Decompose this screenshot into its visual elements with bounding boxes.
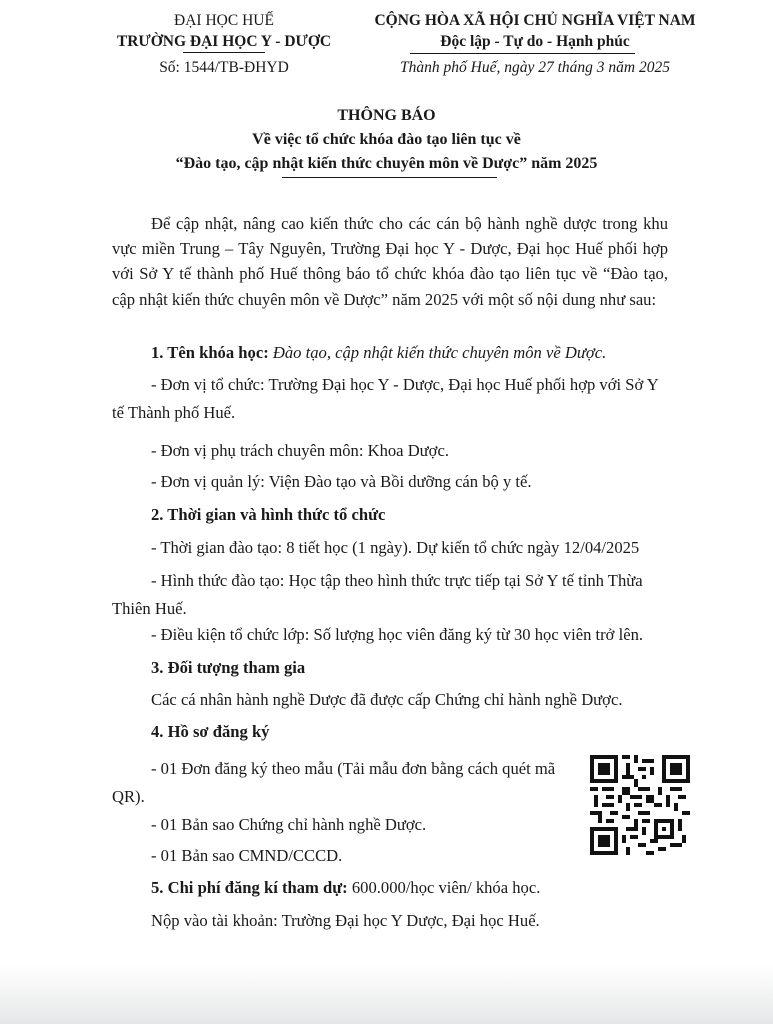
qr-code-icon[interactable] xyxy=(590,755,690,855)
section-3-heading: 3. Đối tượng tham gia xyxy=(151,658,306,677)
section-5-payment: Nộp vào tài khoản: Trường Đại học Y Dược, Đại học Huế. xyxy=(151,911,540,930)
section-1-item-manager: - Đơn vị quản lý: Viện Đào tạo và Bồi dưỡng cán bộ y tế. xyxy=(151,472,532,491)
motto-underline xyxy=(410,53,635,54)
place-date: Thành phố Huế, ngày 27 tháng 3 năm 2025 xyxy=(400,59,670,76)
motto: Độc lập - Tự do - Hạnh phúc xyxy=(440,33,630,50)
country-name: CỘNG HÒA XÃ HỘI CHỦ NGHĨA VIỆT NAM xyxy=(374,12,696,29)
section-1-value: Đào tạo, cập nhật kiến thức chuyên môn về Dược. xyxy=(268,343,607,362)
section-4-item-id-card: - 01 Bản sao CMND/CCCD. xyxy=(151,846,343,865)
section-1-item-department: - Đơn vị phụ trách chuyên môn: Khoa Dược. xyxy=(151,441,449,460)
section-2-item-format: - Hình thức đào tạo: Học tập theo hình thức trực tiếp tại Sở Y tế tỉnh Thừa Thiên Huế. xyxy=(112,571,643,618)
section-2-item-condition: - Điều kiện tổ chức lớp: Số lượng học viên đăng ký từ 30 học viên trở lên. xyxy=(151,625,644,644)
org-underline xyxy=(183,52,265,53)
section-1-label: 1. Tên khóa học: xyxy=(151,343,269,362)
org-name: TRƯỜNG ĐẠI HỌC Y - DƯỢC xyxy=(116,33,332,50)
section-1-heading xyxy=(151,343,707,363)
notice-heading: THÔNG BÁO xyxy=(337,107,436,124)
intro-paragraph: Để cập nhật, nâng cao kiến thức cho các cán bộ hành nghề dược trong khu vực miền Trung – Tây Nguyên, Trường Đại học Y - Dược, Đại học Huế phối hợp với Sở Y tế thành phố Huế thông báo tổ chức khóa đào tạo liên tục về “Đào tạo, cập nhật kiến thức chuyên môn về Dược” năm 2025 với một số nội dung như sau: xyxy=(112,214,668,309)
notice-subject-line2: “Đào tạo, cập nhật kiến thức chuyên môn về Dược” năm 2025 xyxy=(175,155,598,172)
doc-number: Số: 1544/TB-ĐHYD xyxy=(159,59,289,76)
notice-subject-line1: Về việc tổ chức khóa đào tạo liên tục về xyxy=(252,131,521,148)
section-5-heading xyxy=(151,878,707,898)
title-underline xyxy=(282,177,497,178)
section-5-value: 600.000/học viên/ khóa học. xyxy=(347,878,541,897)
section-4-heading: 4. Hồ sơ đăng ký xyxy=(151,722,270,741)
section-4-item-certificate: - 01 Bản sao Chứng chỉ hành nghề Dược. xyxy=(151,815,427,834)
section-2-heading: 2. Thời gian và hình thức tổ chức xyxy=(151,505,386,524)
section-2-item-time: - Thời gian đào tạo: 8 tiết học (1 ngày). Dự kiến tổ chức ngày 12/04/2025 xyxy=(151,538,640,557)
section-3-text: Các cá nhân hành nghề Dược đã được cấp Chứng chỉ hành nghề Dược. xyxy=(151,690,623,709)
section-4-item-form: - 01 Đơn đăng ký theo mẫu (Tải mẫu đơn bằng cách quét mã QR). xyxy=(112,759,556,806)
org-parent: ĐẠI HỌC HUẾ xyxy=(174,12,274,29)
section-5-label: 5. Chi phí đăng kí tham dự: xyxy=(151,878,348,897)
section-1-item-organizer: - Đơn vị tổ chức: Trường Đại học Y - Dược, Đại học Huế phối hợp với Sở Y tế Thành phố Huế. xyxy=(112,375,659,422)
